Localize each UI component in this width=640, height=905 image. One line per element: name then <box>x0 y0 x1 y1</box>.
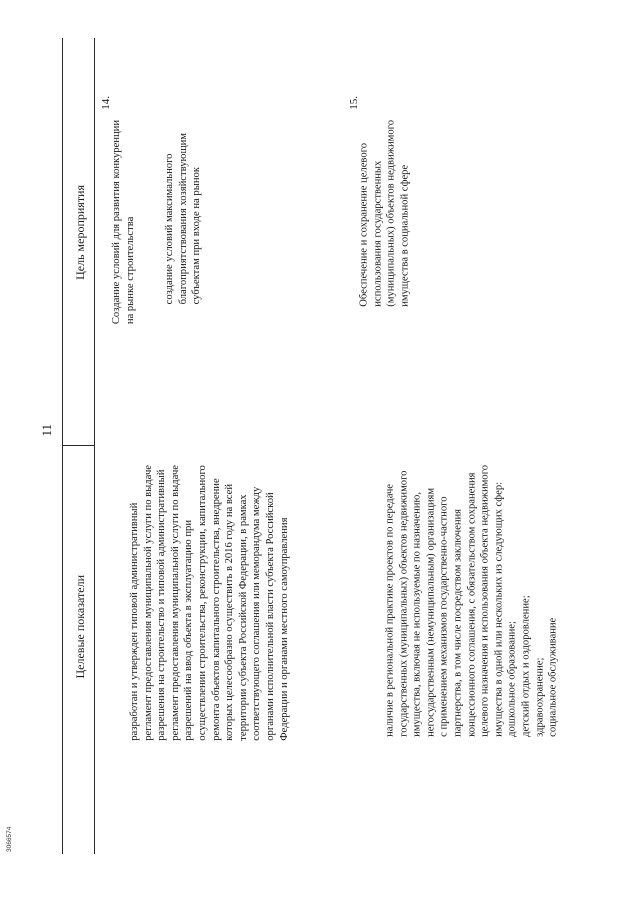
text-line: разрешения на строительство и типовой административный <box>156 469 168 741</box>
document-id: 3066574 <box>6 826 13 852</box>
header-divider <box>62 445 95 446</box>
text-line: территории субъекта Российской Федерации, в рамках <box>237 494 249 741</box>
text-line: наличие в региональной практике проектов по передаче <box>384 483 396 737</box>
text-line: использования государственных <box>372 160 384 307</box>
text-line: субъектам при входе на рынок <box>191 167 203 305</box>
text-line: Создание условий для развития конкуренции <box>110 120 122 325</box>
text-line: партнерства, в том числе посредством заключения <box>452 508 464 737</box>
text-line: целевого назначения и использования объекта недвижимого <box>479 465 491 737</box>
row-indicator-text <box>383 465 560 737</box>
text-line: соответствующего соглашения или меморандума между <box>251 486 263 741</box>
text-line: социальное обслуживание <box>547 617 559 737</box>
row-indicator-text <box>128 465 291 741</box>
rotated-page <box>30 0 640 860</box>
text-line: благоприятствования хозяйствующим <box>177 133 189 305</box>
text-line: осуществлении строительства, реконструкции, капитального <box>196 465 208 741</box>
text-line: имущества в социальной сфере <box>399 164 411 307</box>
header-indicators: Целевые показатели <box>73 575 87 679</box>
text-line: регламент предоставления муниципальной услуги по выдаче <box>142 465 154 741</box>
text-line: разрешений на ввод объекта в эксплуатацию при <box>183 520 195 741</box>
text-line: здравоохранение; <box>533 657 545 737</box>
text-line: имущества, включая не используемые по назначению, <box>411 492 423 737</box>
text-line: концессионного соглашения, с обязательством сохранения <box>465 472 477 737</box>
row-number: 14. <box>100 96 112 110</box>
table-top-border <box>62 38 63 854</box>
row-goal-text <box>110 120 137 324</box>
text-line: органами исполнительной власти субъекта Российской <box>264 492 276 741</box>
text-line: создание условий максимального <box>164 153 176 305</box>
text-line: на рынке строительства <box>124 216 136 325</box>
text-line: регламент предоставления муниципальной услуги по выдаче <box>169 465 181 741</box>
text-line: имущества в одной или нескольких из следующих сфер: <box>493 481 505 737</box>
text-line: ремонта объектов капитального строительства, внедрение <box>210 478 222 741</box>
header-bottom-border <box>94 38 95 854</box>
text-line: детский отдых и оздоровление; <box>520 595 532 737</box>
header-goal: Цель мероприятия <box>73 185 87 280</box>
text-line: негосударственным (немуниципальным) организациям <box>425 487 437 737</box>
row-goal-text <box>358 120 412 307</box>
row-subgoal-text <box>163 133 204 304</box>
text-line: с применением механизмов государственно-частного <box>438 496 450 737</box>
text-line: разработан и утвержден типовой административный <box>128 502 140 741</box>
text-line: дошкольное образование; <box>506 621 518 737</box>
text-line: Обеспечение и сохранение целевого <box>358 142 370 307</box>
row-number: 15. <box>348 96 360 110</box>
text-line: которых целесообразно осуществить в 2016 году на всей <box>224 484 236 741</box>
text-line: (муниципальных) объектов недвижимого <box>385 120 397 307</box>
page-number: 11 <box>39 424 54 437</box>
text-line: Федерации и органами местного самоуправления <box>278 517 290 741</box>
text-line: государственных (муниципальных) объектов недвижимого <box>397 470 409 737</box>
